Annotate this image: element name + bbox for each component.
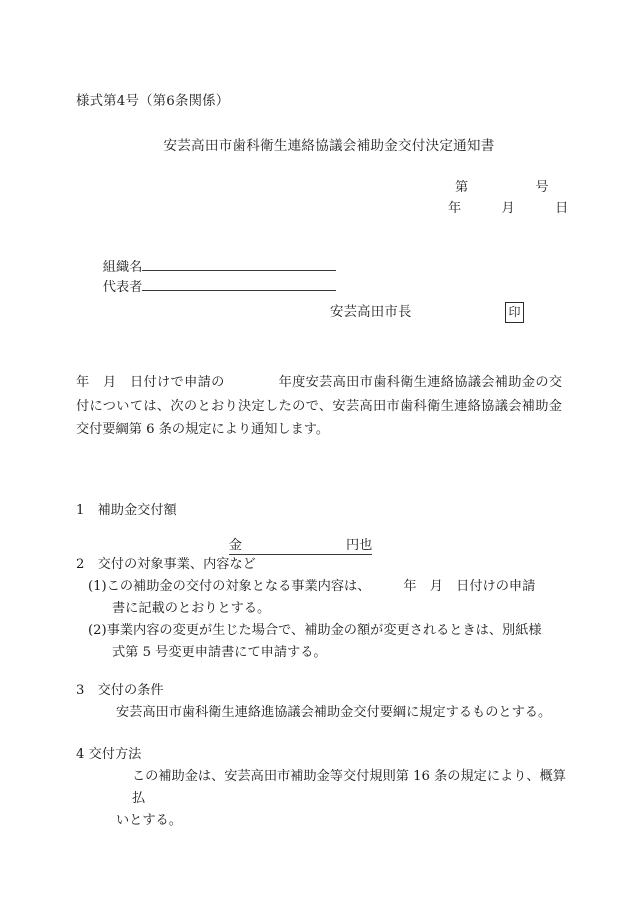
section-2-heading: 2 交付の対象事業、内容など (76, 557, 256, 572)
document-date-line: 年 月 日 (448, 201, 569, 216)
document-title: 安芸高田市歯科衛生連絡協議会補助金交付決定通知書 (163, 138, 495, 154)
representative-blank[interactable] (142, 288, 336, 291)
section-3 (76, 680, 576, 724)
form-number-label: 様式第4号（第6条関係） (76, 94, 230, 109)
section-1-heading: 1 補助金交付額 (76, 503, 177, 518)
representative-label: 代表者 (102, 280, 143, 295)
section-4-body-line-1: この補助金は、安芸高田市補助金等交付規則第 16 条の規定により、概算払 (132, 769, 566, 806)
representative-field[interactable] (86, 261, 336, 310)
section-2-item-1 (76, 576, 576, 620)
organization-name-label: 組織名 (102, 260, 143, 275)
amount-suffix-label: 円也 (345, 538, 373, 553)
section-4-body-line-2: いとする。 (116, 813, 182, 828)
amount-prefix-label: 金 (228, 538, 242, 553)
section-4 (76, 744, 576, 832)
section-4-heading: 4 交付方法 (76, 747, 142, 762)
section-2-item-2-line-1: 事業内容の変更が生じた場合で、補助金の額が変更されるときは、別紙様 (106, 623, 542, 638)
preamble-paragraph (76, 371, 562, 442)
section-2-item-2 (76, 620, 576, 664)
preamble-line-2: 助金の交付については、次のとおり決定したので、安芸高田市歯科衛生連絡協 (76, 375, 563, 414)
section-3-heading: 3 交付の条件 (76, 683, 164, 698)
section-2-item-2-line-2: 式第 5 号変更申請書にて申請する。 (112, 645, 327, 660)
section-3-body: 安芸高田市歯科衛生連絡進協議会補助金交付要綱に規定するものとする。 (116, 705, 552, 720)
section-2-item-1-line-1: この補助金の交付の対象となる事業内容は、 年 月 日付けの申請 (106, 579, 536, 594)
issuer-name: 安芸高田市長 (330, 305, 412, 320)
section-2-item-1-marker: (1) (88, 579, 107, 594)
section-2-item-2-marker: (2) (88, 623, 107, 638)
document-number-line: 第 号 (455, 180, 549, 195)
preamble-line-3: 議会補助金交付要綱第 6 条の規定により通知します。 (76, 398, 562, 437)
section-2 (76, 554, 576, 664)
preamble-line-1: 年 月 日付けで申請の 年度安芸高田市歯科衛生連絡協議会補 (76, 375, 509, 390)
seal-stamp-icon: 印 (505, 302, 524, 323)
section-2-item-1-line-2: 書に記載のとおりとする。 (112, 601, 271, 616)
